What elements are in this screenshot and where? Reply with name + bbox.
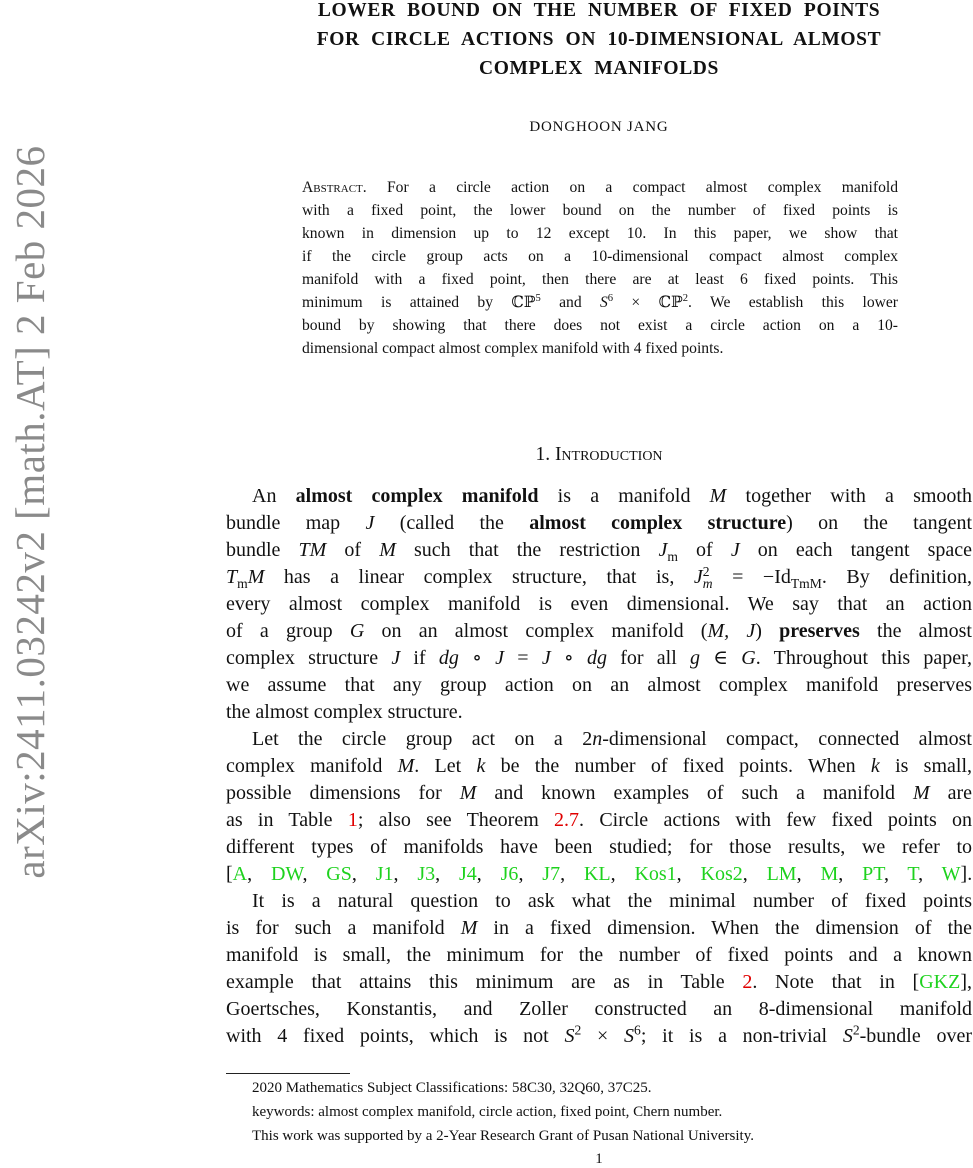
text-run: if the circle group acts on a 10-dimensional compact almost complex [302, 248, 898, 265]
title-line: FOR CIRCLE ACTIONS ON 10-DIMENSIONAL ALMOST [316, 29, 882, 50]
text-run: [ [226, 863, 233, 885]
math-symbol: J [495, 647, 505, 669]
text-run: . Let [414, 755, 477, 777]
text-run: of [677, 539, 731, 561]
title-line: LOWER BOUND ON THE NUMBER OF FIXED POINTS [317, 0, 881, 21]
text-run: , [476, 863, 501, 885]
math-symbol: M [397, 755, 415, 777]
section-title: Introduction [554, 444, 663, 465]
text-run: bundle [226, 539, 299, 561]
math-symbol: M [709, 485, 727, 507]
math-symbol: S [842, 1025, 853, 1047]
math-symbol: dg [438, 647, 459, 669]
text-run: of a group [226, 620, 350, 642]
text-line [302, 222, 898, 245]
text-run: . We establish this lower [688, 294, 898, 311]
math-symbol: G [349, 620, 365, 642]
citation-link[interactable]: LM [766, 863, 797, 885]
text-run: , [247, 863, 271, 885]
text-run: is small, [879, 755, 973, 777]
reference-link[interactable]: 2 [742, 971, 753, 993]
superscript: 2 [682, 292, 689, 304]
text-line [226, 780, 972, 807]
text-run: if [400, 647, 439, 669]
subscript: TmM [790, 576, 822, 591]
text-line [226, 537, 972, 564]
text-line [226, 672, 972, 699]
subscript: m [237, 576, 248, 591]
text-run: on an almost complex manifold ( [364, 620, 708, 642]
citation-link[interactable]: DW [270, 863, 303, 885]
text-run: Let the circle group act on a 2 [252, 728, 593, 750]
text-run: ]. [960, 863, 973, 885]
text-run: in a fixed dimension. When the dimension of the [477, 917, 973, 939]
math-symbol: J [658, 539, 668, 561]
text-run: It is a natural question to ask what the minimal number of fixed points [252, 890, 972, 912]
text-line [226, 1023, 972, 1050]
text-line [226, 861, 972, 888]
body-text [226, 483, 972, 1050]
citation-link[interactable]: A [232, 863, 248, 885]
text-run: × [581, 1025, 625, 1047]
footnote-msc: 2020 Mathematics Subject Classifications: 58C30, 32Q60, 37C25. [252, 1080, 652, 1096]
text-run: , [883, 863, 908, 885]
text-run: with a fixed point, the lower bound on the number of fixed points is [302, 202, 898, 219]
text-line [226, 645, 972, 672]
text-line [226, 834, 972, 861]
bold-term: preserves [779, 620, 860, 642]
text-run: be the number of fixed points. When [485, 755, 871, 777]
citation-link[interactable]: Kos1 [634, 863, 677, 885]
text-run: ; it is a non-trivial [640, 1025, 843, 1047]
text-line [226, 618, 972, 645]
text-run: Goertsches, Konstantis, and Zoller constructed an 8-dimensional manifold [226, 998, 972, 1020]
text-run: , [918, 863, 942, 885]
math-symbol: M, J [707, 620, 756, 642]
text-run: , [560, 863, 584, 885]
author: DONGHOON JANG [529, 119, 669, 135]
text-run: -dimensional compact, connected almost [602, 728, 972, 750]
sup-sub-script [703, 566, 713, 590]
subscript: m [702, 576, 713, 592]
text-line [226, 483, 972, 510]
math-symbol: J [391, 647, 401, 669]
math-symbol: g [690, 647, 700, 669]
math-symbol: n [592, 728, 603, 750]
citation-link[interactable]: T [907, 863, 919, 885]
text-line [302, 314, 898, 337]
math-symbol: TM [298, 539, 327, 561]
text-run: ∘ [458, 647, 496, 669]
section-number: 1. [535, 444, 551, 465]
text-run: , [610, 863, 635, 885]
text-run: , [796, 863, 821, 885]
text-line [226, 888, 972, 915]
text-run: minimum is attained by ℂℙ [302, 294, 536, 311]
math-symbol: T [226, 566, 238, 588]
text-run: is a manifold [538, 485, 710, 507]
text-run: ) [755, 620, 780, 642]
text-run: the almost complex structure. [226, 701, 463, 723]
text-run: and [540, 294, 600, 311]
text-line [226, 699, 972, 726]
text-run: together with a smooth [726, 485, 972, 507]
text-run: ], [960, 971, 972, 993]
text-line [226, 753, 972, 780]
text-run: = −Id [712, 566, 791, 588]
text-run: = [504, 647, 542, 669]
text-run: , [351, 863, 376, 885]
text-line [226, 807, 972, 834]
text-run: such that the restriction [395, 539, 659, 561]
text-run: complex structure [226, 647, 392, 669]
text-line [226, 942, 972, 969]
text-run: for all [606, 647, 690, 669]
text-line [302, 176, 898, 199]
citation-link[interactable]: M [820, 863, 839, 885]
math-symbol: S [624, 1025, 635, 1047]
text-run: example that attains this minimum are as in Table [226, 971, 743, 993]
math-symbol: M [247, 566, 265, 588]
text-run: known in dimension up to 12 except 10. In this paper, we show that [302, 225, 898, 242]
citation-link[interactable]: GS [326, 863, 352, 885]
superscript: 2 [574, 1022, 582, 1038]
superscript: 2 [702, 564, 710, 580]
citation-link[interactable]: J4 [459, 863, 477, 885]
text-run: on each tangent space [739, 539, 973, 561]
superscript: 2 [852, 1022, 860, 1038]
text-run: possible dimensions for [226, 782, 460, 804]
text-run: An [252, 485, 296, 507]
footnote-funding: This work was supported by a 2-Year Research Grant of Pusan National University. [252, 1128, 754, 1144]
text-line [302, 337, 898, 360]
text-run: of [326, 539, 380, 561]
math-symbol: M [460, 917, 478, 939]
reference-link[interactable]: 1 [347, 809, 358, 831]
math-symbol: G [741, 647, 756, 669]
text-run: × ℂℙ [613, 294, 683, 311]
text-run: (called the [374, 512, 530, 534]
title-line: COMPLEX MANIFOLDS [479, 58, 719, 79]
reference-link[interactable]: 2.7 [554, 809, 580, 831]
text-run: ; also see Theorem [357, 809, 555, 831]
text-run: . Throughout this paper, [755, 647, 973, 669]
text-line [302, 268, 898, 291]
text-line [226, 591, 972, 618]
text-run: , [676, 863, 701, 885]
text-run: , [518, 863, 543, 885]
text-run: ∈ [700, 647, 742, 669]
superscript: 6 [634, 1022, 641, 1038]
text-line [226, 510, 972, 537]
text-run: For a circle action on a compact almost complex manifold [366, 179, 898, 196]
citation-link[interactable]: PT [862, 863, 884, 885]
abstract [302, 176, 898, 360]
text-run: is for such a manifold [226, 917, 461, 939]
text-run: manifold with a fixed point, then there are at least 6 fixed points. This [302, 271, 898, 288]
text-run: has a linear complex structure, that is, [264, 566, 694, 588]
text-run: , [838, 863, 863, 885]
math-symbol: k [870, 755, 880, 777]
text-line [226, 915, 972, 942]
text-line [302, 199, 898, 222]
text-run: bundle map [226, 512, 366, 534]
text-line [226, 564, 972, 591]
text-run: , [435, 863, 459, 885]
text-line [226, 726, 972, 753]
text-run: . Circle actions with few fixed points on [579, 809, 972, 831]
footnote-rule [226, 1073, 350, 1074]
bold-term: almost complex structure [529, 512, 787, 534]
text-run: ) on the tangent [786, 512, 973, 534]
text-run: ∘ [550, 647, 587, 669]
citation-link[interactable]: J6 [500, 863, 519, 885]
text-run: with 4 fixed points, which is not [226, 1025, 565, 1047]
math-symbol: J [730, 539, 740, 561]
math-symbol: M [379, 539, 396, 561]
citation-link[interactable]: KL [583, 863, 611, 885]
text-run: different types of manifolds have been studied; for those results, we refer to [226, 836, 972, 858]
citation-link[interactable]: J3 [417, 863, 436, 885]
text-run: are [929, 782, 972, 804]
text-run: we assume that any group action on an almost complex manifold preserves [226, 674, 972, 696]
text-run: . Note that in [ [752, 971, 920, 993]
citation-link[interactable]: J7 [542, 863, 561, 885]
text-run: . By definition, [821, 566, 972, 588]
text-run: the almost [859, 620, 972, 642]
citation-link[interactable]: J1 [375, 863, 394, 885]
text-line [226, 969, 972, 996]
paper-title [226, 0, 972, 83]
math-symbol: S [600, 294, 608, 311]
footnotes [252, 1076, 754, 1148]
math-symbol: M [459, 782, 477, 804]
text-run: and known examples of such a manifold [476, 782, 913, 804]
superscript: 6 [607, 292, 614, 304]
math-symbol: J [693, 566, 703, 588]
text-run: , [302, 863, 327, 885]
text-run: bound by showing that there does not exist a circle action on a 10- [302, 317, 898, 334]
text-run: manifold is small, the minimum for the number of fixed points and a known [226, 944, 972, 966]
text-run: -bundle over [859, 1025, 973, 1047]
text-run: as in Table [226, 809, 348, 831]
page-number: 1 [595, 1151, 603, 1167]
text-run: , [742, 863, 767, 885]
math-symbol: M [912, 782, 930, 804]
math-symbol: J [365, 512, 375, 534]
abstract-label: Abstract. [302, 179, 367, 196]
text-line [302, 245, 898, 268]
math-symbol: J [541, 647, 551, 669]
citation-link[interactable]: GKZ [919, 971, 961, 993]
section-heading [226, 444, 972, 466]
text-line [226, 996, 972, 1023]
citation-link[interactable]: Kos2 [700, 863, 743, 885]
text-run: dimensional compact almost complex manifold with 4 fixed points. [302, 340, 724, 357]
footnote-keywords: keywords: almost complex manifold, circle action, fixed point, Chern number. [252, 1104, 723, 1120]
math-symbol: dg [586, 647, 607, 669]
arxiv-stamp: arXiv:2411.03242v2 [math.AT] 2 Feb 2026 [7, 145, 53, 879]
text-run: , [393, 863, 418, 885]
subscript: m [667, 549, 678, 564]
text-run: complex manifold [226, 755, 398, 777]
math-symbol: S [564, 1025, 575, 1047]
citation-link[interactable]: W [941, 863, 961, 885]
superscript: 5 [535, 292, 541, 304]
math-symbol: k [476, 755, 486, 777]
text-run: every almost complex manifold is even dimensional. We say that an action [226, 593, 972, 615]
text-line [302, 291, 898, 314]
bold-term: almost complex manifold [295, 485, 539, 507]
